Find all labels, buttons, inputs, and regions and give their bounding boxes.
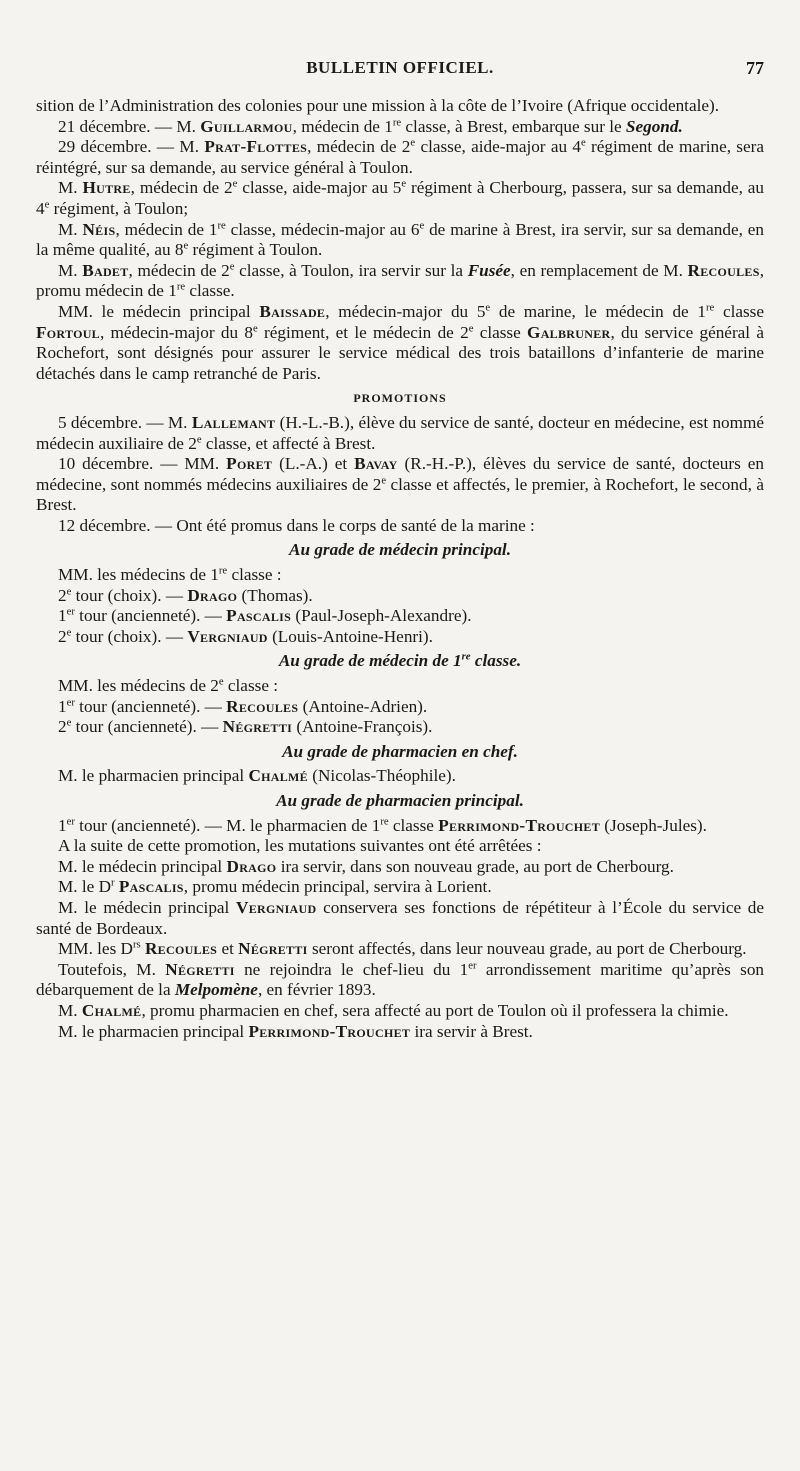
person-name: Drago bbox=[226, 856, 277, 876]
text-run: 1 bbox=[58, 606, 67, 626]
person-name: Recoules bbox=[226, 696, 299, 716]
text-run: conservera ses fonctions de répétiteur à l’École du service de santé de Bordeaux. bbox=[36, 897, 764, 938]
person-name: Négretti bbox=[238, 939, 308, 959]
text-run: classe, à Toulon, ira servir sur la bbox=[234, 260, 468, 280]
text-run: M. bbox=[58, 178, 83, 198]
person-name: Prat-Flottes bbox=[204, 137, 308, 157]
paragraph bbox=[36, 137, 764, 178]
text-run: classe bbox=[473, 322, 528, 342]
superscript: e bbox=[252, 322, 258, 334]
superscript: e bbox=[580, 137, 586, 149]
text-run: 2 bbox=[58, 717, 67, 737]
paragraph bbox=[36, 898, 764, 939]
text-run: , médecin-major du 5 bbox=[325, 301, 486, 321]
superscript: e bbox=[66, 717, 72, 729]
text-run: , du service général à Rochefort, sont désignés pour assurer le service médical des trois bataillons d’infanterie de marine détachés dans le camp retranché de Paris. bbox=[36, 322, 764, 383]
person-name: Galbruner bbox=[527, 322, 611, 342]
paragraph bbox=[36, 960, 764, 1001]
ship-name: Segond. bbox=[625, 116, 683, 136]
text-run: , médecin-major du 8 bbox=[99, 322, 253, 342]
person-name: Pascalis bbox=[226, 606, 292, 626]
text-run: classe, aide-major au 5 bbox=[237, 178, 402, 198]
text-run: , médecin de 2 bbox=[307, 137, 411, 157]
text-run: 12 décembre. — Ont été promus dans le corps de santé de la marine : bbox=[58, 515, 535, 535]
text-run: 1 bbox=[58, 815, 67, 835]
person-name: Drago bbox=[187, 585, 238, 605]
paragraph bbox=[36, 220, 764, 261]
paragraph bbox=[36, 96, 764, 117]
text-run: , en février 1893. bbox=[257, 980, 376, 1000]
person-name: Baissade bbox=[259, 301, 326, 321]
text-run: classe, médecin-major au 6 bbox=[225, 219, 420, 239]
ship-name: Fusée bbox=[467, 260, 511, 280]
text-run: de marine à Brest, ira servir, sur sa demande, en la même qualité, au 8 bbox=[36, 219, 764, 260]
paragraph bbox=[36, 413, 764, 454]
superscript: e bbox=[419, 219, 425, 231]
text-run: M. bbox=[58, 260, 83, 280]
text-run: M. le médecin principal bbox=[58, 856, 227, 876]
paragraph bbox=[36, 877, 764, 898]
person-name: Badet bbox=[82, 260, 129, 280]
person-name: Recoules bbox=[144, 939, 218, 959]
grade-subheading bbox=[36, 791, 764, 812]
text-run: Au grade de médecin principal. bbox=[289, 540, 511, 560]
paragraph bbox=[36, 516, 764, 537]
text-run: (Antoine-François). bbox=[292, 717, 433, 737]
person-name: Chalmé bbox=[248, 766, 308, 786]
text-run: 1 bbox=[58, 696, 67, 716]
person-name: Hutre bbox=[82, 178, 131, 198]
text-run: de marine, le médecin de 1 bbox=[490, 301, 706, 321]
person-name: Pascalis bbox=[118, 877, 184, 897]
text-run: (H.-L.-B.), élève du service de santé, docteur en médecine, est nommé médecin auxiliaire de 2 bbox=[36, 412, 765, 453]
text-run: , médecin de 1 bbox=[292, 116, 393, 136]
text-run: 21 décembre. — M. bbox=[58, 116, 201, 136]
person-name: Négretti bbox=[165, 959, 235, 979]
text-run: tour (ancienneté). — bbox=[74, 606, 227, 626]
person-name: Perrimond-Trouchet bbox=[438, 815, 600, 835]
superscript: e bbox=[401, 178, 407, 190]
person-name: Lallemant bbox=[191, 412, 276, 432]
person-name: Négretti bbox=[222, 717, 293, 737]
text-run: M. bbox=[58, 219, 83, 239]
superscript: re bbox=[705, 302, 715, 314]
text-run: MM. le médecin principal bbox=[58, 301, 260, 321]
person-name: Perrimond-Trouchet bbox=[248, 1021, 411, 1041]
text-run: tour (choix). — bbox=[71, 585, 188, 605]
paragraph bbox=[36, 857, 764, 878]
person-name: Vergniaud bbox=[187, 626, 268, 646]
text-run: ira servir à Brest. bbox=[410, 1021, 533, 1041]
text-run: , médecin de 2 bbox=[128, 260, 230, 280]
text-run: tour (ancienneté). — bbox=[74, 696, 227, 716]
text-run: classe, et affecté à Brest. bbox=[201, 433, 376, 453]
superscript: e bbox=[66, 585, 72, 597]
text-run: MM. les médecins de 1 bbox=[58, 565, 219, 585]
paragraph bbox=[36, 565, 764, 586]
text-run: Au grade de pharmacien en chef. bbox=[282, 741, 518, 761]
text-run: 5 décembre. — M. bbox=[58, 412, 192, 432]
superscript: er bbox=[66, 606, 75, 618]
person-name: Fortoul bbox=[36, 322, 100, 342]
superscript: er bbox=[468, 960, 477, 972]
superscript: re bbox=[461, 651, 471, 663]
text-run: M. le médecin principal bbox=[58, 897, 236, 917]
superscript: re bbox=[218, 565, 228, 577]
running-header bbox=[36, 58, 764, 82]
superscript: e bbox=[468, 322, 474, 334]
page-number: 77 bbox=[746, 58, 764, 78]
superscript: re bbox=[392, 116, 402, 128]
text-run: 2 bbox=[58, 626, 67, 646]
text-run: régiment, à Toulon; bbox=[49, 198, 189, 218]
superscript: e bbox=[44, 199, 50, 211]
paragraph bbox=[36, 117, 764, 138]
text-run: et bbox=[217, 939, 239, 959]
text-run: seront affectés, dans leur nouveau grade, au port de Cherbourg. bbox=[307, 939, 747, 959]
paragraph bbox=[36, 816, 764, 837]
superscript: e bbox=[410, 137, 416, 149]
text-run: arrondissement maritime qu’après son débarquement de la bbox=[36, 959, 765, 1000]
text-run: classe. bbox=[185, 281, 235, 301]
paragraph bbox=[36, 261, 764, 302]
superscript: er bbox=[66, 815, 75, 827]
text-run: 29 décembre. — M. bbox=[58, 137, 205, 157]
superscript: e bbox=[485, 302, 491, 314]
person-name: Recoules bbox=[687, 260, 760, 280]
text-run: sition de l’Administration des colonies pour une mission à la côte de l’Ivoire (Afrique occidentale). bbox=[36, 96, 720, 115]
superscript: e bbox=[381, 474, 387, 486]
superscript: rs bbox=[132, 939, 141, 951]
text-run: M. le pharmacien principal bbox=[58, 766, 249, 786]
ship-name: Melpomène bbox=[174, 980, 258, 1000]
text-run: , en remplacement de M. bbox=[510, 260, 688, 280]
text-run: MM. les médecins de 2 bbox=[58, 676, 219, 696]
paragraph bbox=[36, 302, 764, 384]
text-run: régiment de marine, sera réintégré, sur sa demande, au service général à Toulon. bbox=[36, 137, 764, 177]
text-run: régiment, et le médecin de 2 bbox=[257, 322, 469, 342]
text-run: classe, aide-major au 4 bbox=[415, 137, 581, 157]
text-run: , promu médecin de 1 bbox=[36, 260, 764, 301]
text-run: (Louis-Antoine-Henri). bbox=[267, 626, 433, 646]
person-name: Néis bbox=[82, 219, 116, 239]
superscript: er bbox=[66, 696, 75, 708]
text-run: régiment à Cherbourg, passera, sur sa demande, au 4 bbox=[36, 178, 764, 218]
text-run: , médecin de 1 bbox=[115, 219, 218, 239]
grade-subheading bbox=[36, 540, 764, 561]
superscript: re bbox=[176, 281, 186, 293]
text-run: Au grade de médecin de 1 bbox=[278, 651, 462, 671]
paragraph bbox=[36, 676, 764, 697]
text-run: Au grade de pharmacien principal. bbox=[276, 791, 524, 810]
text-run: 10 décembre. — MM. bbox=[58, 454, 227, 474]
text-run: ira servir, dans son nouveau grade, au port de Cherbourg. bbox=[276, 856, 674, 876]
paragraph bbox=[36, 1001, 764, 1022]
text-run: (R.-H.-P.), élèves du service de santé, docteurs en médecine, sont nommés médecins auxiliaires de 2 bbox=[36, 454, 764, 494]
paragraph bbox=[36, 717, 764, 738]
paragraph bbox=[36, 454, 764, 516]
superscript: r bbox=[111, 877, 115, 889]
text-run: régiment à Toulon. bbox=[188, 240, 323, 260]
text-run: , promu médecin principal, servira à Lorient. bbox=[183, 877, 492, 897]
text-run: (Paul-Joseph-Alexandre). bbox=[291, 606, 472, 626]
section-heading: PROMOTIONS bbox=[353, 391, 447, 406]
superscript: e bbox=[183, 240, 189, 252]
text-run: (Nicolas-Théophile). bbox=[307, 766, 456, 786]
text-run: (L.-A.) et bbox=[272, 454, 355, 474]
text-run: (Antoine-Adrien). bbox=[298, 696, 428, 716]
person-name: Chalmé bbox=[81, 1000, 142, 1020]
grade-subheading bbox=[36, 651, 764, 672]
text-run: M. le D bbox=[58, 877, 111, 897]
text-run: , médecin de 2 bbox=[130, 178, 233, 198]
person-name: Vergniaud bbox=[236, 897, 317, 917]
text-run: M. le pharmacien principal bbox=[58, 1021, 249, 1041]
text-run: (Thomas). bbox=[237, 585, 313, 605]
paragraph bbox=[36, 939, 764, 960]
text-run: classe : bbox=[223, 676, 279, 696]
text-run: ne rejoindra le chef-lieu du 1 bbox=[234, 959, 469, 979]
paragraph bbox=[36, 766, 764, 787]
superscript: re bbox=[380, 815, 389, 827]
text-run: classe et affectés, le premier, à Rochefort, le second, à Brest. bbox=[36, 474, 764, 515]
text-run: classe. bbox=[470, 651, 522, 671]
text-run: classe, à Brest, embarque sur le bbox=[401, 116, 626, 136]
text-run: tour (ancienneté). — bbox=[71, 717, 223, 737]
paragraph bbox=[36, 627, 764, 648]
text-run: 2 bbox=[58, 585, 67, 605]
text-run: classe bbox=[388, 815, 439, 835]
paragraph bbox=[36, 586, 764, 607]
text-run: Toutefois, M. bbox=[58, 959, 166, 979]
text-run: A la suite de cette promotion, les mutations suivantes ont été arrêtées : bbox=[58, 836, 542, 856]
text-run: (Joseph-Jules). bbox=[600, 815, 707, 835]
person-name: Bavay bbox=[354, 454, 398, 474]
person-name: Guillarmou bbox=[200, 116, 293, 136]
paragraph bbox=[36, 836, 764, 857]
paragraph bbox=[36, 606, 764, 627]
paragraph bbox=[36, 697, 764, 718]
text-run: classe : bbox=[227, 565, 282, 585]
superscript: e bbox=[66, 627, 72, 639]
document-body bbox=[36, 96, 764, 1042]
text-run: tour (ancienneté). — M. le pharmacien de 1 bbox=[74, 815, 381, 835]
paragraph bbox=[36, 178, 764, 219]
superscript: e bbox=[232, 178, 238, 190]
superscript: re bbox=[217, 219, 226, 231]
text-run: , promu pharmacien en chef, sera affecté au port de Toulon où il professera la chimie. bbox=[141, 1000, 729, 1020]
paragraph bbox=[36, 1022, 764, 1043]
text-run: classe bbox=[714, 301, 764, 321]
text-run: MM. les D bbox=[58, 939, 133, 959]
person-name: Poret bbox=[226, 454, 273, 474]
superscript: e bbox=[218, 676, 224, 688]
text-run: M. bbox=[58, 1000, 82, 1020]
superscript: e bbox=[229, 261, 235, 273]
journal-title: BULLETIN OFFICIEL. bbox=[306, 58, 494, 77]
text-run: tour (choix). — bbox=[71, 626, 188, 646]
superscript: e bbox=[196, 433, 202, 445]
grade-subheading bbox=[36, 742, 764, 763]
